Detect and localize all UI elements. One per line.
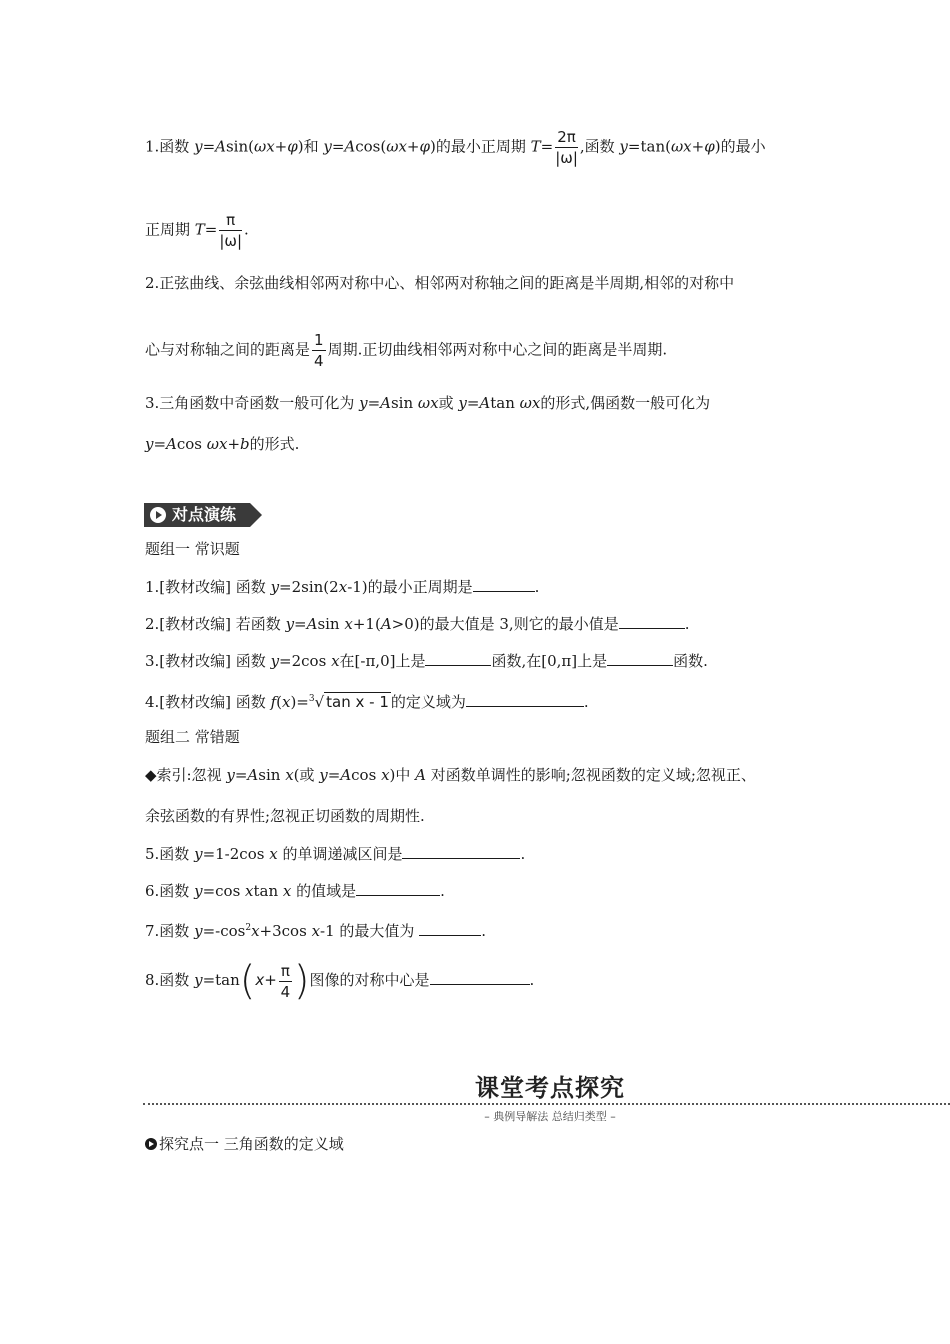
index-note-cont: 余弦函数的有界性;忽视正切函数的周期性. bbox=[145, 807, 425, 825]
answer-blank bbox=[607, 651, 673, 666]
section-subtitle: – 典例导解法 总结归类型 – bbox=[484, 1110, 616, 1123]
fraction-pi-quarter: $\frac{\pi}{4}$ bbox=[280, 961, 291, 1001]
question-4: 4.[教材改编] 函数 f(x)=$^3$√ tan x - 1 的定义域为 . bbox=[145, 693, 589, 711]
play-circle-icon bbox=[145, 1138, 157, 1150]
left-paren: ( bbox=[239, 958, 256, 1004]
answer-blank bbox=[430, 970, 530, 985]
note-2: 2.正弦曲线、余弦曲线相邻两对称中心、相邻两对称轴之间的距离是半周期,相邻的对称中 bbox=[145, 274, 735, 292]
right-paren: ) bbox=[293, 958, 310, 1004]
exponent: 2 bbox=[245, 923, 252, 933]
radical-sign: √ bbox=[314, 693, 325, 711]
question-3: 3.[教材改编] 函数 y=2cos x在[-π,0]上是 函数,在[0,π]上是 函数. bbox=[145, 652, 708, 670]
question-2: 2.[教材改编] 若函数 y=Asin x+1(A>0)的最大值是 3,则它的最小值是 . bbox=[145, 615, 690, 633]
note-2-cont: 心与对称轴之间的距离是 $\frac{1}{4}$ 周期.正切曲线相邻两对称中心之间的距离是半周期. bbox=[145, 331, 668, 370]
section-title: 课堂考点探究 bbox=[475, 1074, 625, 1102]
answer-blank bbox=[419, 921, 481, 936]
group-2-heading: 题组二 常错题 bbox=[145, 728, 240, 746]
fraction-one-quarter: $\frac{1}{4}$ bbox=[314, 331, 324, 370]
fraction-2pi-omega: $\frac{2\pi}{|\omega|}$ bbox=[555, 128, 578, 167]
group-1-heading: 题组一 常识题 bbox=[145, 540, 240, 558]
answer-blank bbox=[356, 881, 440, 896]
root-index: 3 bbox=[308, 694, 315, 704]
answer-blank bbox=[473, 577, 535, 592]
diamond-icon: ◆ bbox=[145, 766, 157, 784]
answer-blank bbox=[402, 844, 520, 859]
fraction-pi-omega: $\frac{\pi}{|\omega|}$ bbox=[219, 211, 243, 250]
question-5: 5.函数 y=1-2cos x 的单调递减区间是 . bbox=[145, 845, 526, 863]
explore-point-1: 探究点一 三角函数的定义域 bbox=[145, 1134, 344, 1154]
answer-blank bbox=[619, 614, 685, 629]
play-circle-icon bbox=[150, 507, 166, 523]
note-1: 1.函数 y=Asin(ωx+φ)和 y=Acos(ωx+φ)的最小正周期 T= $\frac{2\pi}{|\omega|}$ ,函数 y=tan(ωx+φ)的最小 bbox=[145, 128, 766, 167]
note-3: 3.三角函数中奇函数一般可化为 y=Asin ωx或 y=Atan ωx的形式,偶函数一般可化为 bbox=[145, 394, 711, 412]
practice-tag bbox=[144, 503, 250, 527]
answer-blank bbox=[425, 651, 491, 666]
question-6: 6.函数 y=cos xtan x 的值域是 . bbox=[145, 882, 445, 900]
index-note: ◆索引:忽视 y=Asin x(或 y=Acos x)中 A 对函数单调性的影响;忽视函数的定义域;忽视正、 bbox=[145, 766, 756, 784]
question-8: 8.函数 y=tan(x+ $\frac{\pi}{4}$ )图像的对称中心是 . bbox=[145, 958, 535, 1004]
practice-tag-label: 对点演练 bbox=[172, 505, 237, 524]
note-3-cont: y=Acos ωx+b的形式. bbox=[145, 435, 300, 453]
question-7: 7.函数 $y=-\cos^2x+3\cos$ x-1 的最大值为 . bbox=[145, 922, 486, 940]
section-divider bbox=[143, 1103, 950, 1105]
radicand: tan x - 1 bbox=[326, 693, 389, 711]
answer-blank bbox=[466, 692, 584, 707]
question-1: 1.[教材改编] 函数 y=2sin(2x-1)的最小正周期是 . bbox=[145, 578, 540, 596]
note-1-cont: 正周期 T= $\frac{\pi}{|\omega|}$ . bbox=[145, 211, 249, 250]
